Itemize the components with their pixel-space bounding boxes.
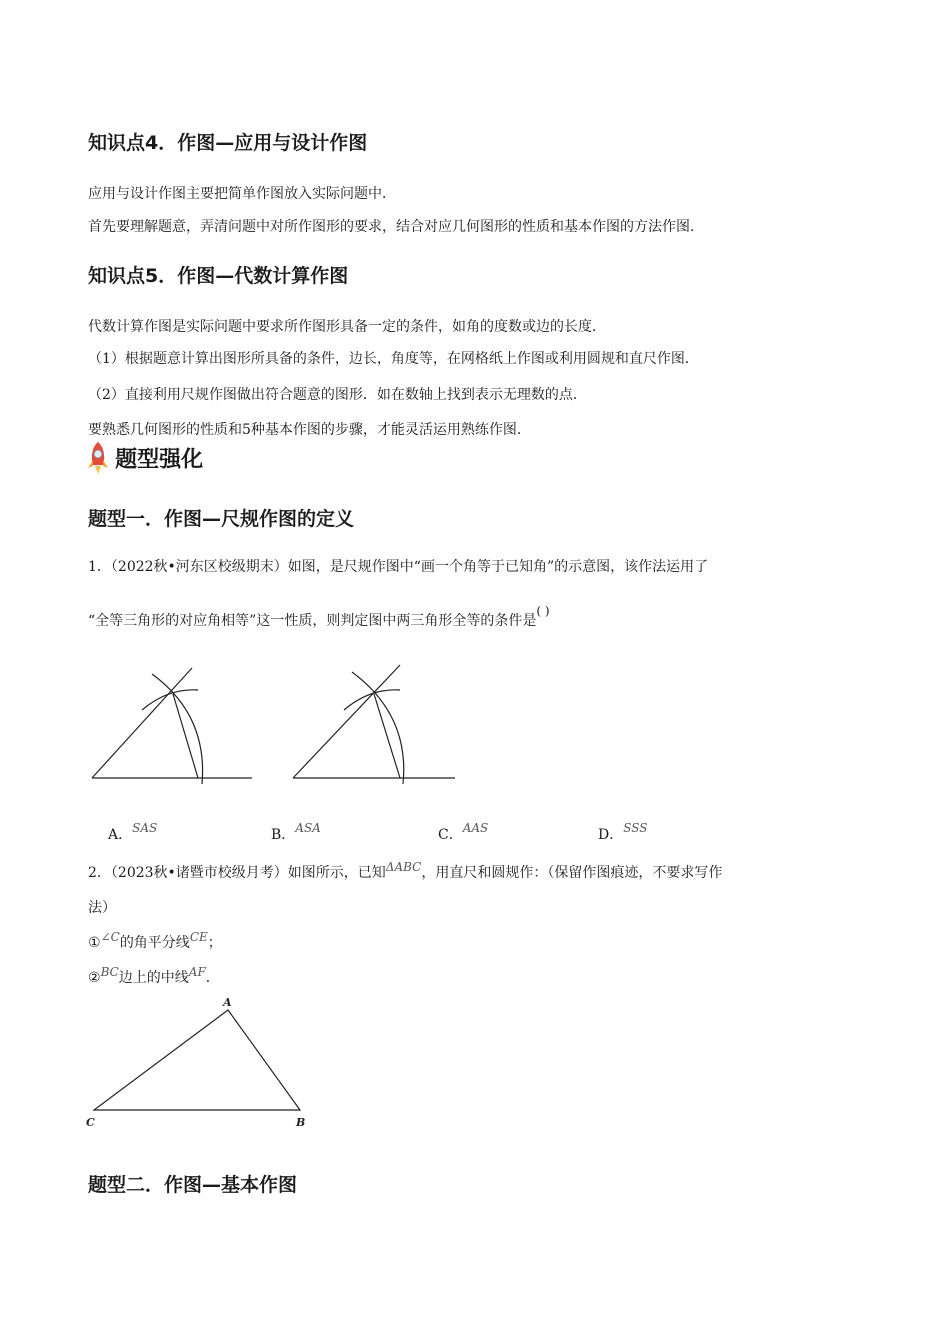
- q1-figure-right: [293, 665, 455, 784]
- vertex-b-label: B: [296, 1116, 306, 1129]
- q1-line2-text: “全等三角形的对应角相等”这一性质，则判定图中两三角形全等的条件是: [88, 613, 537, 629]
- item2-post: ．: [205, 970, 220, 986]
- vertex-a-label: A: [223, 996, 232, 1009]
- item1-math2: CE: [189, 930, 208, 944]
- item2-math2: AF: [188, 965, 206, 979]
- q2-item2: [88, 967, 220, 987]
- option-d-value: SSS: [623, 821, 648, 835]
- type1-heading: 题型一．作图—尺规作图的定义: [88, 508, 355, 530]
- banner: [86, 441, 203, 475]
- q1-figures: [80, 660, 470, 800]
- section5-line2: （1）根据题意计算出图形所具备的条件，边长，角度等，在网格纸上作图或利用圆规和直尺作图．: [88, 351, 699, 367]
- option-a-value: SAS: [132, 821, 158, 835]
- item1-post: ；: [207, 935, 222, 951]
- section5-line4: 要熟悉几何图形的性质和5种基本作图的步骤，才能灵活运用熟练作图．: [88, 422, 531, 438]
- rocket-icon: [86, 441, 110, 475]
- option-a-label: A．: [108, 827, 133, 843]
- q1-line1: 1．（2022秋•河东区校级期末）如图，是尺规作图中“画一个角等于已知角”的示意图，该作法运用了: [88, 559, 709, 575]
- q1-option-c[interactable]: [438, 821, 489, 844]
- item1-mid: 的角平分线: [119, 935, 190, 951]
- option-c-label: C．: [438, 827, 463, 843]
- section4-line1: 应用与设计作图主要把简单作图放入实际问题中．: [88, 186, 396, 202]
- q1-option-b[interactable]: [271, 821, 321, 844]
- section5-line1: 代数计算作图是实际问题中要求所作图形具备一定的条件，如角的度数或边的长度．: [88, 319, 606, 335]
- vertex-c-label: C: [86, 1116, 95, 1129]
- q2-item1: [88, 932, 222, 952]
- option-c-value: AAS: [462, 821, 489, 835]
- banner-title: 题型强化: [115, 447, 204, 473]
- section4-line2: 首先要理解题意，弄清问题中对所作图形的要求，结合对应几何图形的性质和基本作图的方法作图．: [88, 219, 704, 235]
- item1-pre: ①: [88, 935, 101, 951]
- option-b-label: B．: [271, 827, 296, 843]
- triangle-abc: [94, 1010, 300, 1110]
- q1-line2: [88, 604, 550, 630]
- q1-option-d[interactable]: [598, 821, 648, 844]
- option-b-value: ASA: [295, 821, 321, 835]
- q2-triangle: ΔABC: [385, 860, 422, 874]
- section5-heading: 知识点5．作图—代数计算作图: [88, 265, 349, 287]
- q2-triangle-figure: [80, 992, 320, 1132]
- section5-line3: （2）直接利用尺规作图做出符合题意的图形．如在数轴上找到表示无理数的点．: [88, 387, 587, 403]
- q1-option-a[interactable]: [108, 821, 158, 844]
- section4-heading: 知识点4．作图—应用与设计作图: [88, 132, 368, 154]
- q2-line1a: 2．（2023秋•诸暨市校级月考）如图所示，已知: [88, 865, 386, 881]
- type2-heading: 题型二．作图—基本作图: [88, 1174, 298, 1196]
- option-d-label: D．: [598, 827, 624, 843]
- q1-answer-paren: ( ): [536, 604, 550, 618]
- q2-line1: [88, 862, 722, 882]
- item1-math: ∠C: [100, 930, 120, 944]
- q1-figure-left: [92, 668, 252, 784]
- item2-pre: ②: [88, 970, 101, 986]
- item2-mid: 边上的中线: [118, 970, 189, 986]
- q2-line1b: ，用直尺和圆规作：（保留作图痕迹，不要求写作: [421, 865, 723, 881]
- item2-math: BC: [100, 965, 119, 979]
- q2-line2: 法）: [88, 900, 116, 916]
